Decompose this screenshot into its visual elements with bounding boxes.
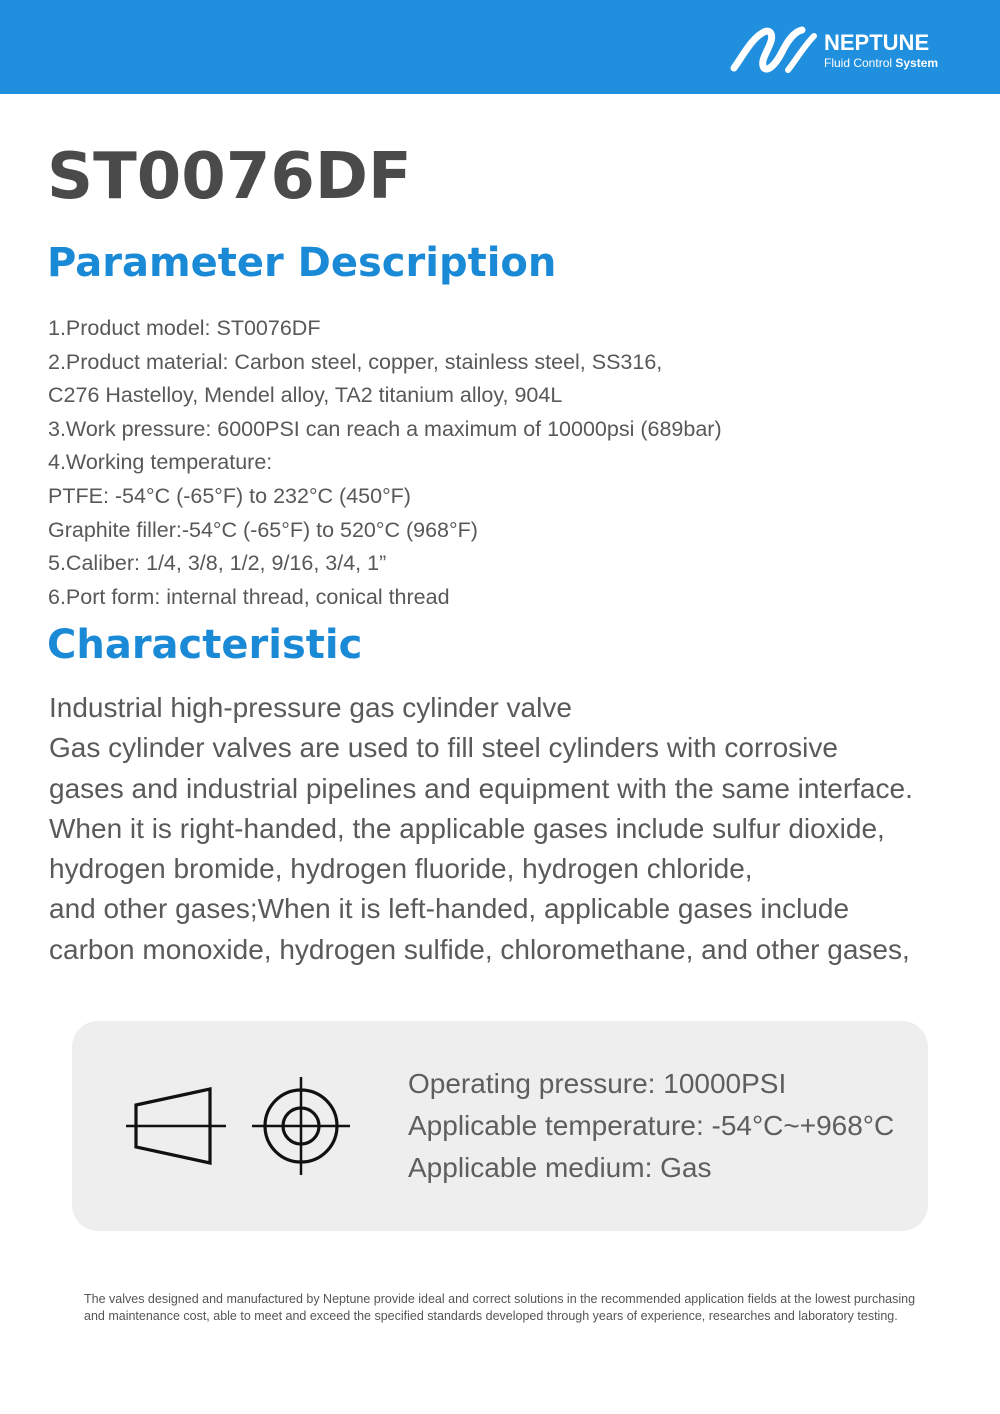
brand-logo [730, 24, 960, 80]
parameter-line: 1.Product model: ST0076DF [48, 316, 321, 340]
projection-circle-symbol-icon [252, 1077, 350, 1175]
parameter-description-heading: Parameter Description [47, 240, 557, 286]
parameter-line: PTFE: -54°C (-65°F) to 232°C (450°F) [48, 483, 411, 508]
neptune-wave-logo-icon [730, 24, 820, 76]
conical-thread-symbol-icon [126, 1085, 226, 1165]
spec-lines [408, 1063, 894, 1189]
brand-tagline [824, 56, 938, 70]
spec-operating-pressure: Operating pressure: 10000PSI [408, 1068, 787, 1099]
brand-name: NEPTUNE [824, 30, 930, 55]
characteristic-text [49, 688, 989, 970]
parameter-line: 6.Port form: internal thread, conical thread [48, 584, 450, 609]
parameter-line: 2.Product material: Carbon steel, copper, stainless steel, SS316, [48, 349, 663, 374]
parameter-line: Graphite filler:-54°C (-65°F) to 520°C (968°F) [48, 517, 478, 542]
characteristic-line: carbon monoxide, hydrogen sulfide, chloromethane, and other gases, [49, 933, 910, 965]
parameter-line: 4.Working temperature: [48, 450, 273, 475]
characteristic-line: When it is right-handed, the applicable gases include sulfur dioxide, [49, 812, 885, 844]
spec-card [72, 1021, 928, 1231]
page-header [0, 0, 1000, 94]
product-model-title: ST0076DF [47, 140, 412, 214]
characteristic-line: Gas cylinder valves are used to fill steel cylinders with corrosive [49, 732, 838, 764]
tagline-bold: System [895, 56, 939, 70]
footer-note: The valves designed and manufactured by Neptune provide ideal and correct solutions in the recommended application fields at the lowest purchasing and maintenance cost, able to meet and exceed the specified standards developed through years of experience, researches and laboratory testing. [84, 1292, 916, 1323]
characteristic-line: gases and industrial pipelines and equipment with the same interface. [49, 772, 913, 804]
parameter-list [48, 312, 948, 614]
spec-applicable-temperature: Applicable temperature: -54°C~+968°C [408, 1110, 895, 1141]
characteristic-line: and other gases;When it is left-handed, applicable gases include [49, 893, 850, 925]
tagline-regular: Fluid Control [824, 56, 896, 70]
spec-applicable-medium: Applicable medium: Gas [408, 1152, 712, 1183]
parameter-line: 5.Caliber: 1/4, 3/8, 1/2, 9/16, 3/4, 1” [48, 551, 387, 576]
parameter-line: C276 Hastelloy, Mendel alloy, TA2 titanium alloy, 904L [48, 383, 563, 408]
characteristic-line: hydrogen bromide, hydrogen fluoride, hydrogen chloride, [49, 853, 753, 885]
characteristic-heading: Characteristic [47, 622, 363, 668]
characteristic-line: Industrial high-pressure gas cylinder valve [49, 692, 572, 723]
parameter-line: 3.Work pressure: 6000PSI can reach a maximum of 10000psi (689bar) [48, 416, 722, 441]
